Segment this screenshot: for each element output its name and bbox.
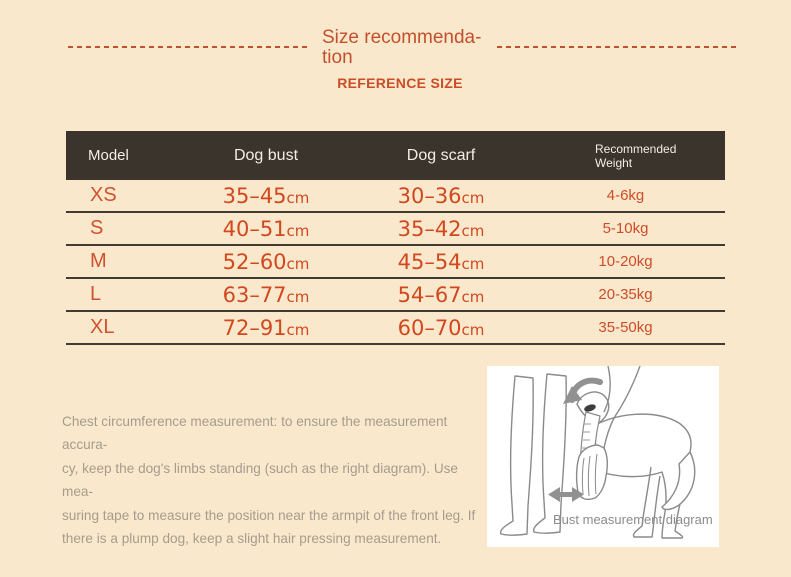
page-subtitle: REFERENCE SIZE <box>337 75 463 91</box>
page-title <box>322 28 497 67</box>
note-line: Chest circumference measurement: to ensure the measurement accura- <box>62 414 448 453</box>
weight-cell: 20-35kg <box>598 286 653 303</box>
model-cell: S <box>90 217 104 239</box>
table-row-m <box>66 246 725 279</box>
note-line: suring tape to measure the position near the armpit of the front leg. If <box>62 507 476 523</box>
scarf-value: 54–67 <box>397 282 462 307</box>
dashed-line-left <box>68 46 308 48</box>
scarf-unit: cm <box>461 320 485 339</box>
table-header-row <box>66 131 725 180</box>
model-cell: XS <box>90 184 117 206</box>
scarf-value: 60–70 <box>397 315 462 340</box>
scarf-cell <box>356 217 526 241</box>
person-hand <box>577 445 608 499</box>
size-table <box>66 131 725 345</box>
bust-cell <box>176 316 356 340</box>
scarf-unit: cm <box>461 221 485 240</box>
weight-cell: 10-20kg <box>598 253 653 270</box>
weight-cell: 4-6kg <box>606 187 645 204</box>
bust-value: 63–77 <box>222 282 287 307</box>
diagram-caption: Bust measurement diagram <box>553 512 713 527</box>
column-header-weight-line2: Weight <box>595 155 633 170</box>
bust-cell <box>176 184 356 208</box>
bust-value: 72–91 <box>222 315 287 340</box>
bust-value: 52–60 <box>222 249 287 274</box>
column-header-model: Model <box>88 147 129 164</box>
column-header-weight-line1: Recommended <box>595 141 677 156</box>
dashed-line-right <box>497 46 737 48</box>
scarf-cell <box>356 283 526 307</box>
bust-unit: cm <box>286 320 310 339</box>
table-row-xl <box>66 312 725 345</box>
scarf-unit: cm <box>461 188 485 207</box>
page-title-line2: tion <box>322 46 353 68</box>
scarf-unit: cm <box>461 287 485 306</box>
scarf-cell <box>356 316 526 340</box>
scarf-value: 35–42 <box>397 216 462 241</box>
note-line: there is a plump dog, keep a slight hair pressing measurement. <box>62 531 442 547</box>
scarf-value: 30–36 <box>397 183 462 208</box>
bust-cell <box>176 250 356 274</box>
model-cell: L <box>90 283 102 305</box>
table-row-xs <box>66 180 725 213</box>
bust-unit: cm <box>286 287 310 306</box>
weight-cell: 5-10kg <box>602 220 649 237</box>
weight-cell: 35-50kg <box>598 319 653 336</box>
bust-value: 40–51 <box>222 216 287 241</box>
bust-unit: cm <box>286 221 310 240</box>
model-cell: M <box>90 250 107 272</box>
scarf-cell <box>356 250 526 274</box>
column-header-dog-bust: Dog bust <box>233 146 299 164</box>
bust-unit: cm <box>286 188 310 207</box>
bust-cell <box>176 283 356 307</box>
measurement-note <box>62 410 482 550</box>
table-row-l <box>66 279 725 312</box>
bust-unit: cm <box>286 254 310 273</box>
page-title-line1: Size recommenda- <box>322 27 482 48</box>
bust-measurement-diagram <box>487 366 719 547</box>
table-row-s <box>66 213 725 246</box>
model-cell: XL <box>90 316 115 338</box>
scarf-value: 45–54 <box>397 249 462 274</box>
note-line: cy, keep the dog's limbs standing (such as the right diagram). Use mea- <box>62 460 458 500</box>
scarf-cell <box>356 184 526 208</box>
column-header-dog-scarf: Dog scarf <box>406 146 476 164</box>
person-leg-left <box>501 376 534 535</box>
scarf-unit: cm <box>461 254 485 273</box>
bust-cell <box>176 217 356 241</box>
bust-value: 35–45 <box>222 183 287 208</box>
column-header-recommended-weight <box>526 142 725 170</box>
person-leg-right <box>534 374 567 533</box>
